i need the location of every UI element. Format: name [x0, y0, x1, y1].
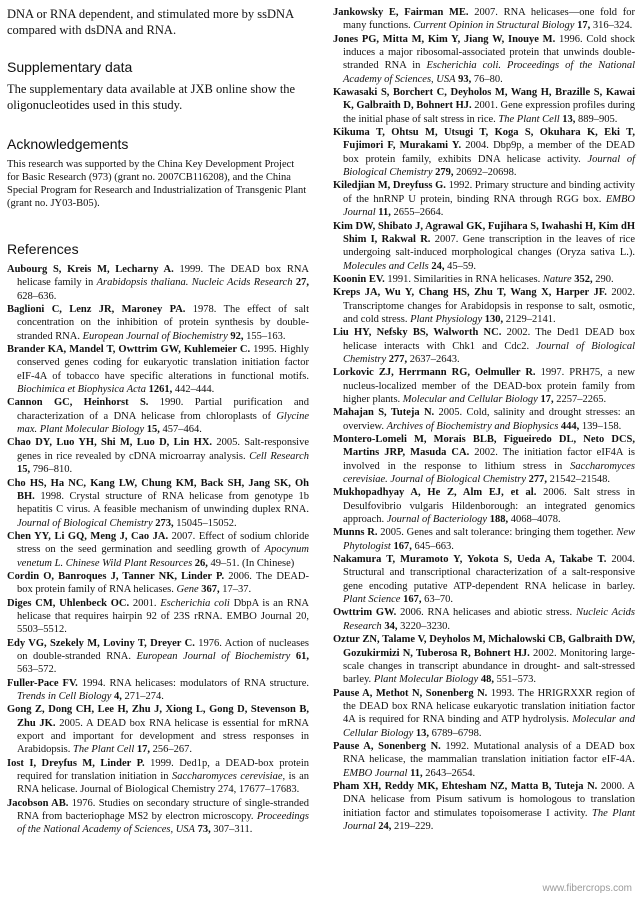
reference-text: 2004. Dbp9p, a member of the DEAD box protein family, exhibits DNA helicase activity.: [343, 140, 635, 165]
reference-volume: 15,: [17, 464, 31, 476]
reference-entry: [333, 286, 635, 326]
reference-text: 2007. Gene transcription in the leaves of rice undergoing salt-induced morphological changes (Oryza sativa L.).: [343, 233, 635, 259]
reference-entry: [333, 633, 635, 686]
reference-entry: [333, 126, 635, 179]
reference-text: 2006. Salt stress in Desulfovibrio vulgaris Hildenborough: an integrated genomics approach.: [343, 487, 636, 526]
reference-authors: Jones PG, Mitta M, Kim Y, Jiang W, Inouye M.: [333, 33, 556, 45]
reference-journal: Apocynum venetum L. Chinese Wild Plant Resources: [17, 544, 309, 569]
reference-entry: [333, 86, 635, 126]
reference-text: 1992. Primary structure and binding activity of the hnRNP U protein, binding RNA through RGG box.: [343, 180, 636, 205]
reference-text: 2000. A DNA helicase from Pisum sativum is homologous to translation initiation factor and stimulates topoisomerase I activity.: [343, 780, 635, 819]
reference-entry: [7, 757, 309, 797]
reference-authors: Pham XH, Reddy MK, Ehtesham NZ, Matta B, Tuteja N.: [333, 780, 598, 792]
reference-volume: 1261,: [145, 384, 173, 396]
reference-authors: Gong Z, Dong CH, Lee H, Zhu J, Xiong L, Gong D, Stevenson B, Zhu JK.: [7, 704, 309, 729]
reference-text: 2006. The DEAD-box protein family of RNA helicases.: [17, 570, 310, 596]
reference-pages: 139–158.: [579, 420, 622, 432]
reference-text: 1993. The HRIGRXXR region of the DEAD box RNA helicase eukaryotic translation initiation factor 4A is required for RNA binding and ATP hydrolysis.: [343, 687, 635, 726]
reference-authors: Lorkovic ZJ, Herrmann RG, Oelmuller R.: [333, 367, 536, 379]
reference-text: 2007. Effect of sodium chloride stress on the seed germination and seedling growth of: [17, 530, 309, 556]
reference-pages: 457–464.: [159, 424, 202, 436]
reference-entry: [7, 530, 309, 570]
reference-authors: Kreps JA, Wu Y, Chang HS, Zhu T, Wang X, Harper JF.: [333, 287, 607, 299]
reference-text: 2007. RNA helicases—one fold for many functions.: [343, 7, 635, 32]
reference-pages: 49–51. (In Chinese): [207, 557, 295, 569]
reference-pages: 3220–3230.: [397, 620, 450, 632]
reference-journal: Plant Science: [343, 594, 401, 606]
reference-volume: 92,: [227, 330, 244, 342]
reference-pages: 76–80.: [471, 73, 503, 85]
reference-volume: 277,: [386, 353, 408, 365]
intro-paragraph: DNA or RNA dependent, and stimulated more by ssDNA compared with dsDNA and RNA.: [7, 7, 294, 37]
reference-pages: 2655–2664.: [390, 207, 444, 219]
reference-pages: 271–274.: [121, 691, 164, 702]
reference-volume: 352,: [571, 273, 593, 285]
reference-pages: 155–163.: [243, 330, 286, 342]
reference-pages: 563–572.: [17, 664, 57, 676]
reference-authors: Nakamura T, Muramoto Y, Yokota S, Ueda A, Takabe T.: [333, 554, 607, 566]
reference-entry: [333, 433, 635, 486]
reference-journal: Journal of Bacteriology: [386, 514, 488, 526]
reference-pages: 15045–15052.: [173, 517, 237, 529]
reference-volume: 17,: [134, 744, 150, 756]
reference-journal: Archives of Biochemistry and Biophysics: [386, 420, 559, 432]
reference-pages: 17–37.: [219, 584, 252, 596]
reference-journal: European Journal of Biochemistry: [82, 330, 228, 342]
reference-text: 1976. Studies on secondary structure of single-stranded RNA from bacteriophage MS2 by electron microscopy.: [17, 797, 309, 823]
reference-volume: 17,: [574, 20, 591, 32]
reference-text: 1999. The DEAD box RNA helicase family in: [17, 264, 310, 289]
reference-authors: Cannon GC, Heinhorst S.: [7, 397, 149, 409]
reference-text: 1994. RNA helicases: modulators of RNA structure.: [77, 677, 309, 689]
reference-journal: EMBO Journal: [343, 767, 408, 779]
reference-journal: Journal of Biological Chemistry: [343, 340, 636, 365]
reference-text: 2004. Structural and transcriptional characterization of a salt-responsive gene encoding putative ATP-dependent RNA helicase in barley.: [343, 554, 635, 592]
reference-entry: [333, 606, 635, 633]
reference-journal: Trends in Cell Biology: [17, 691, 112, 702]
reference-pages: 307–311.: [210, 824, 253, 836]
reference-volume: 13,: [413, 727, 430, 739]
reference-pages: 20692–20698.: [453, 167, 517, 179]
reference-volume: 167,: [400, 594, 422, 606]
reference-text: 1990. Partial purification and characterization of a DNA helicase from chloroplasts of: [17, 397, 310, 422]
reference-entry: [7, 436, 309, 476]
reference-entry: [333, 687, 635, 740]
reference-entry: [7, 396, 309, 436]
reference-text: 2005. Salt-responsive genes in rice revealed by cDNA microarray analysis.: [17, 437, 309, 462]
reference-volume: 34,: [381, 620, 398, 632]
reference-authors: Iost I, Dreyfus M, Linder P.: [7, 757, 145, 769]
reference-pages: 63–70.: [421, 594, 453, 606]
reference-volume: 13,: [559, 113, 576, 125]
reference-authors: Mahajan S, Tuteja N.: [333, 407, 435, 419]
reference-entry: [7, 637, 309, 677]
reference-journal: Plant Molecular Biology: [373, 674, 479, 686]
reference-text: 2001. Gene expression profiles during the initial phase of salt stress in rice.: [343, 100, 635, 125]
reference-text: 2006. RNA helicases and abiotic stress.: [396, 607, 576, 619]
reference-journal: Current Opinion in Structural Biology: [413, 20, 575, 32]
reference-journal: New Phytologist: [343, 527, 635, 552]
reference-entry: [7, 570, 309, 597]
reference-volume: 48,: [478, 674, 494, 686]
reference-authors: Pause A, Sonenberg N.: [333, 740, 441, 752]
reference-journal: The Plant Cell: [73, 744, 135, 756]
reference-pages: 442–444.: [172, 384, 215, 396]
reference-journal: Saccharomyces cerevisiae. Journal of Biological Chemistry: [343, 460, 635, 486]
reference-authors: Kiledjian M, Dreyfuss G.: [333, 180, 446, 192]
watermark: www.fibercrops.com: [542, 883, 632, 894]
reference-entry: [7, 477, 309, 530]
reference-pages: 889–905.: [575, 113, 618, 125]
reference-pages: DbpA is an RNA helicase that requires hairpin 92 of 23S rRNA. EMBO Journal 20, 5503–5512.: [17, 597, 310, 636]
reference-authors: Montero-Lomeli M, Morais BLB, Figueiredo DL, Neto DCS, Martins JRP, Masuda CA.: [333, 434, 635, 459]
reference-text: 2002. The initiation factor eIF4A is involved in the response to lithium stress in: [343, 447, 635, 472]
reference-journal: Saccharomyces cerevisiae: [171, 771, 283, 783]
reference-authors: Aubourg S, Kreis M, Lecharny A.: [7, 264, 174, 275]
reference-volume: 279,: [432, 167, 454, 179]
reference-entry: [333, 33, 635, 86]
reference-pages: 290.: [592, 273, 614, 285]
reference-text: 2002. Monitoring large-scale changes in transcript abundance in drought- and salt-stressed barley.: [343, 647, 635, 686]
right-column: [333, 6, 635, 833]
reference-pages: 316–324.: [590, 20, 633, 32]
reference-entry: [333, 220, 635, 273]
reference-volume: 27,: [292, 277, 309, 289]
reference-authors: Mukhopadhyay A, He Z, Alm EJ, et al.: [333, 487, 537, 499]
reference-entry: [333, 526, 635, 553]
reference-authors: Oztur ZN, Talame V, Deyholos M, Michalowski CB, Galbraith DW, Gozukirmizi N, Tuberosa R, Bohnert HJ.: [333, 634, 635, 659]
reference-volume: 444,: [558, 420, 580, 432]
reference-volume: 188,: [487, 514, 509, 526]
reference-entry: [7, 343, 309, 396]
reference-text: 1976. Action of nucleases on double-stranded RNA.: [17, 637, 309, 662]
reference-volume: 61,: [290, 650, 309, 662]
reference-entry: [333, 326, 635, 366]
supplementary-text: The supplementary data available at JXB online show the oligonucleotides used in this study.: [7, 82, 296, 112]
reference-journal: Escherichia coli. Proceedings of the National Academy of Sciences, USA: [343, 60, 636, 85]
reference-journal: Molecular and Cellular Biology: [343, 714, 635, 739]
reference-journal: Nature: [542, 273, 572, 285]
reference-entry: [333, 6, 635, 33]
reference-text: 2001.: [129, 597, 161, 609]
reference-text: 1995. Highly conserved genes coding for eukaryotic translation initiation factor eIF-4A of tobacco have specific alterations in functional motifs.: [17, 344, 309, 382]
reference-pages: 219–229.: [391, 820, 434, 832]
reference-entry: [7, 597, 309, 637]
reference-pages: 21542–21548.: [547, 474, 611, 486]
reference-volume: 93,: [455, 73, 472, 85]
reference-journal: EMBO Journal: [343, 193, 635, 219]
reference-authors: Brander KA, Mandel T, Owttrim GW, Kuhlemeier C.: [7, 344, 251, 356]
reference-volume: 130,: [482, 313, 504, 325]
reference-authors: Baglioni C, Lenz JR, Maroney PA.: [7, 304, 186, 316]
reference-volume: 24,: [428, 260, 445, 272]
reference-volume: 367,: [198, 584, 220, 596]
reference-journal: The Plant Cell: [498, 113, 560, 125]
references-heading: References: [7, 241, 79, 257]
reference-text: 1998. Crystal structure of RNA helicase from genotype 1b hepatitis C virus. A feasible mechanism of unwinding duplex RNA.: [17, 490, 309, 516]
reference-pages: 2637–2643.: [407, 353, 460, 365]
reference-journal: Arabidopsis thaliana. Nucleic Acids Research: [96, 277, 293, 289]
reference-journal: Journal of Biological Chemistry: [343, 153, 635, 179]
reference-entry: [333, 406, 635, 433]
reference-entry: [7, 703, 309, 756]
reference-journal: Glycine max. Plant Molecular Biology: [17, 410, 309, 436]
reference-journal: The Plant Journal: [343, 807, 636, 832]
reference-pages: 256–267.: [150, 744, 192, 756]
reference-journal: Proceedings of the National Academy of Sciences, USA: [17, 811, 309, 836]
reference-journal: Molecular and Cellular Biology: [402, 393, 538, 405]
reference-journal: Cell Research: [249, 450, 310, 462]
reference-authors: Fuller-Pace FV.: [7, 677, 78, 689]
reference-authors: Kim DW, Shibato J, Agrawal GK, Fujihara S, Iwahashi H, Kim dH Shim I, Rakwal R.: [333, 220, 635, 245]
reference-text: 1999. Ded1p, a DEAD-box protein required for translation initiation in: [17, 757, 309, 783]
reference-volume: 4,: [111, 691, 122, 702]
reference-volume: 11,: [375, 207, 391, 219]
reference-text: 2005. A DEAD box RNA helicase is essential for mRNA export and important for development and stress responses in Arabidopsis.: [17, 717, 309, 756]
reference-entry: [333, 740, 635, 780]
reference-text: 2002. Transcriptome changes for Arabidopsis in response to salt, osmotic, and cold stress.: [343, 287, 635, 325]
reference-pages: 4068–4078.: [508, 514, 561, 526]
reference-journal: European Journal of Biochemistry: [136, 650, 291, 662]
reference-entry: [7, 677, 309, 704]
reference-journal: Plant Physiology: [410, 313, 483, 325]
reference-text: 1978. The effect of salt concentration on the inhibition of protein synthesis by double-stranded RNA.: [17, 304, 309, 342]
reference-volume: 24,: [375, 820, 392, 832]
reference-volume: 17,: [537, 393, 554, 405]
reference-authors: Kawasaki S, Borchert C, Deyholos M, Wang H, Brazille S, Kawai K, Galbraith D, Bohnert HJ.: [333, 87, 635, 112]
reference-journal: Biochimica et Biophysica Acta: [17, 384, 146, 396]
reference-authors: Chao DY, Luo YH, Shi M, Luo D, Lin HX.: [7, 437, 213, 449]
reference-journal: Gene: [176, 584, 199, 596]
references-list-right: [333, 6, 635, 833]
reference-text: 1992. Mutational analysis of a DEAD box RNA helicase, the mammalian translation initiation factor eIF-4A.: [343, 740, 635, 766]
reference-entry: [333, 179, 635, 219]
reference-pages: 2643–2654.: [422, 767, 476, 779]
reference-entry: [333, 273, 635, 286]
reference-volume: 15,: [144, 424, 160, 436]
reference-pages: 645–663.: [411, 540, 454, 552]
reference-volume: 273,: [152, 517, 174, 529]
reference-journal: Molecules and Cells: [343, 260, 429, 272]
supplementary-heading: Supplementary data: [7, 59, 133, 75]
reference-text: 2002. The Ded1 DEAD box helicase interacts with Chk1 and Cdc2.: [343, 327, 635, 352]
reference-volume: 73,: [194, 824, 211, 836]
acknowledgements-heading: Acknowledgements: [7, 136, 129, 152]
reference-authors: Owttrim GW.: [333, 607, 397, 619]
reference-pages: 796–810.: [30, 464, 73, 476]
reference-pages: 551–573.: [493, 674, 536, 686]
reference-authors: Cho HS, Ha NC, Kang LW, Chung KM, Back SH, Jang SK, Oh BH.: [7, 477, 309, 502]
reference-authors: Jacobson AB.: [7, 797, 69, 809]
acknowledgements-text: This research was supported by the China Key Development Project for Basic Research (973) (grant no. 2007CB116208), and the China Special Program for Research and Industrialization of Transgenic Plant (grant no. JY03-B05).: [7, 159, 307, 209]
reference-volume: 167,: [390, 540, 412, 552]
reference-pages: 2257–2265.: [553, 393, 607, 405]
reference-entry: [333, 486, 635, 526]
reference-authors: Edy VG, Szekely M, Loviny T, Dreyer C.: [7, 637, 195, 649]
reference-text: 1991. Similarities in RNA helicases.: [384, 273, 543, 285]
reference-pages: , is an RNA helicase. Journal of Biological Chemistry 274, 17677–17683.: [17, 771, 309, 796]
reference-pages: 6789–6798.: [429, 727, 482, 739]
reference-volume: 11,: [407, 767, 423, 779]
reference-pages: 45–59.: [444, 260, 476, 272]
reference-authors: Cordin O, Banroques J, Tanner NK, Linder P.: [7, 570, 225, 582]
reference-authors: Chen YY, Li GQ, Meng J, Cao JA.: [7, 530, 169, 542]
reference-authors: Liu HY, Nefsky BS, Walworth NC.: [333, 327, 502, 339]
reference-text: 1996. Cold shock induces a major ribosomal-associated protein that unwinds double-stranded RNA in: [343, 33, 635, 72]
reference-text: 2005. Genes and salt tolerance: bringing them together.: [377, 527, 617, 539]
reference-text: 2005. Cold, salinity and drought stresses: an overview.: [343, 407, 635, 432]
reference-pages: 628–636.: [17, 290, 57, 302]
reference-authors: Munns R.: [333, 527, 378, 539]
references-list-left: [7, 263, 309, 837]
reference-authors: Pause A, Methot N, Sonenberg N.: [333, 687, 488, 699]
reference-authors: Kikuma T, Ohtsu M, Utsugi T, Koga S, Okuhara K, Eki T, Fujimori F, Murakami Y.: [333, 127, 635, 152]
reference-journal: Nucleic Acids Research: [343, 607, 635, 632]
reference-authors: Diges CM, Uhlenbeck OC.: [7, 597, 130, 609]
reference-text: 1997. PRH75, a new nucleus-localized member of the DEAD-box protein family from higher plants.: [343, 367, 635, 405]
reference-authors: Koonin EV.: [333, 273, 385, 285]
reference-pages: 2129–2141.: [503, 313, 556, 325]
reference-entry: [333, 366, 635, 406]
reference-entry: [7, 263, 309, 303]
reference-journal: Journal of Biological Chemistry: [17, 517, 153, 529]
reference-entry: [7, 303, 309, 343]
left-column: [7, 6, 309, 837]
reference-entry: [333, 553, 635, 606]
reference-authors: Jankowsky E, Fairman ME.: [333, 7, 469, 18]
reference-volume: 277,: [526, 474, 548, 486]
reference-volume: 26,: [192, 557, 208, 569]
reference-journal: Escherichia coli: [160, 597, 230, 609]
reference-entry: [7, 797, 309, 837]
reference-entry: [333, 780, 635, 833]
